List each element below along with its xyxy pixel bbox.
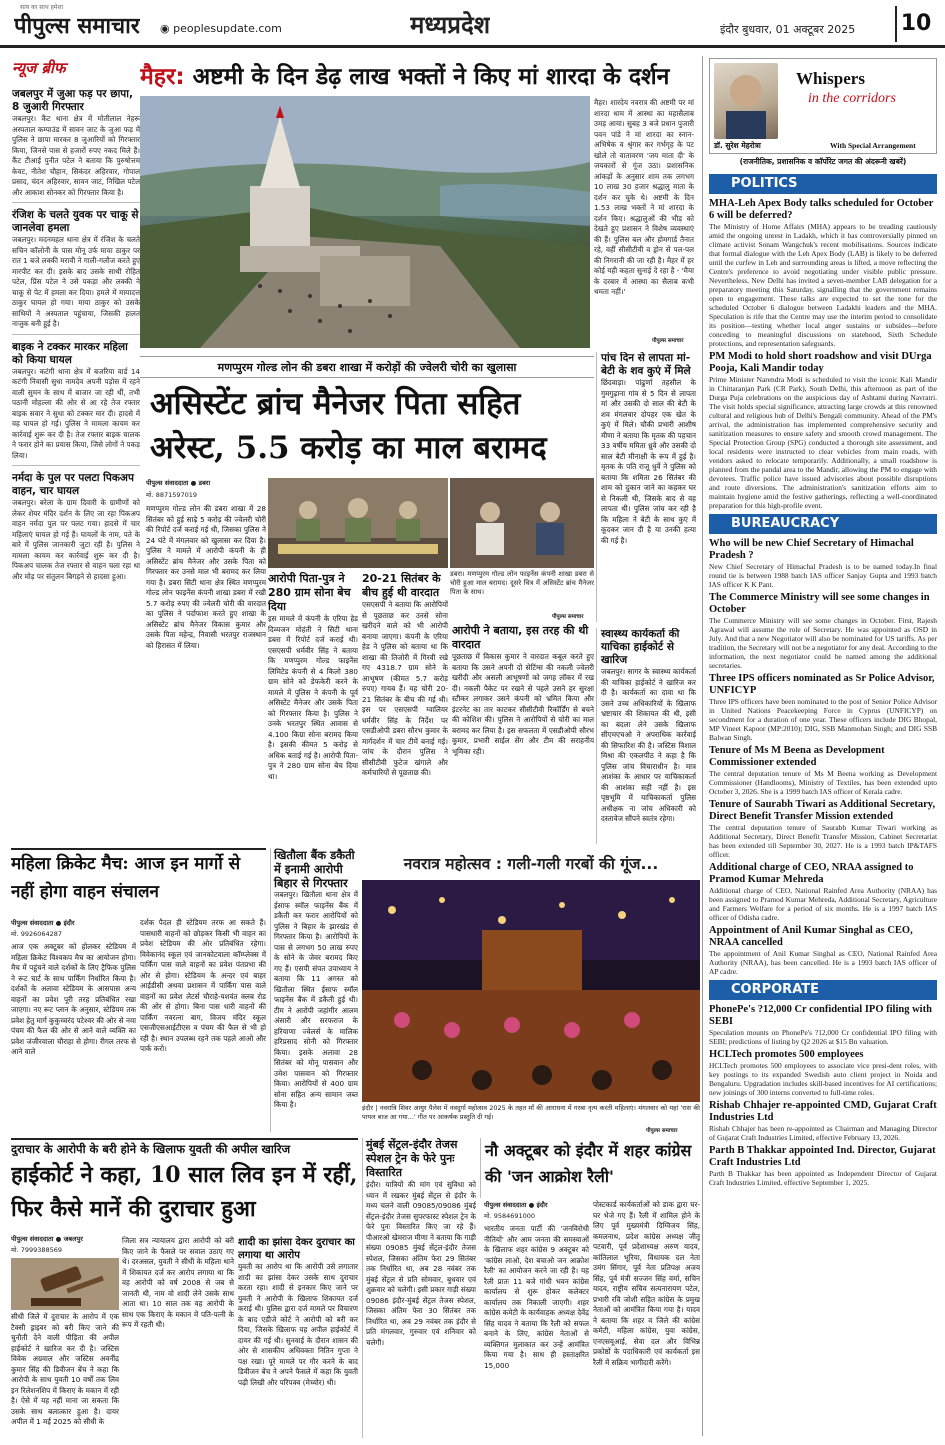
cricket-byline: पीपुल्स संवाददाता ● इंदौर (11, 919, 75, 927)
health-worker-headline: स्वास्थ्य कार्यकर्ता की याचिका हाईकोर्ट से खारिज (601, 628, 680, 666)
brief-item (12, 88, 140, 198)
reporter-mobile: मो. 9926064287 (11, 930, 63, 938)
bureaucracy-text-4: The central deputation tenure of Ms M Beena working as Development Commissioner (Handlooms), Ministry of Textiles, has been extended upto October 3, 2026. She is a 1999 batch IAS officer of Kerala cadre. (709, 769, 937, 796)
gold-loan-col1: मणप्पुरम गोल्ड लोन की डबरा शाखा में 28 सितंबर को हुई साढ़े 5 करोड़ की ज्वेलरी चोरी की रिपोर्ट दर्ज कराई गई थी, जिसका पुलिस ने 24 घंटे में मंगलवार को खुलासा कर दिया है। पुलिस ने मामले में आरोपी कंपनी के ही असिस्टेंट ब्रांच मैनेजर और उसके पिता को गिरफ्तार कर उनसे माल भी बरामद कर लिया गया है। डबरा सिटी थाना क्षेत्र स्थित मणप्पुरम गोल्ड लोन फाइनेंस कंपनी शाखा डबरा में रखी 5.7 करोड़ रुपए की ज्वेलरी चोरी की वारदात का पुलिस ने पर्दाफाश करते हुए शाखा के असिस्टेंट ब्रांच मैनेजर विकास कुमार और उसके पिता महेन्द्र, निवासी भरतपुर राजस्थान को हिरासत में लिया। (146, 504, 266, 650)
masthead (0, 0, 945, 48)
author-photo (714, 63, 778, 139)
bureaucracy-headline-6: Additional charge of CEO, NRAA assigned to Pramod Kumar Mehreda (709, 862, 914, 885)
brief-headline: रंजिश के चलते युवक पर चाकू से जानलेवा हमला (12, 209, 139, 234)
bureaucracy-text-3: Three IPS officers have been nominated to the post of Senior Police Advisor in United Nations Peacekeeping Force in Cyprus (UNFICYP) on secondment for a duration of one year. These officers include DIG Bhopal, MP Vineet Kapoor (MP:2010); DIG, SSB Manmohan Singh; and DIG SSB Balwan Singh. (709, 697, 937, 742)
politics-text-2: Prime Minister Narendra Modi is scheduled to visit the iconic Kali Mandir in Chittaranjan Park (CR Park), South Delhi, this afternoon as part of the Durga Puja celebrations on the auspicious day of Ashtami during Navratri. The visit holds special significance, attracting large crowds at this renowned cultural and religious hub of Delhi's Bengali community. Ahead of the PM's arrival, the administration has implemented comprehensive security and sanitization measures to ensure safety and smooth crowd management. The Special Protection Group (SPG) conducted a thorough site assessment, and local residents were instructed to clear vehicles from main roads, with vendors asked to relocate temporarily. Additionally, a small roadshow is planned from the pandal area to the Mandir, allowing the PM to engage with devotees. Traffic police have issued advisories about possible disruptions and route diversions. The administration's sanitization efforts aim to maintain hygiene amid the festive gatherings, reflecting a well-coordinated preparation for this high-profile event. (709, 375, 937, 510)
gold-loan-col3-head: 20-21 सितंबर के बीच हुई थी वारदात (362, 572, 441, 599)
gold-loan-byline: पीपुल्स संवाददाता ● डबरा (146, 479, 211, 487)
corporate-headline-3: Rishab Chhajer re-appointed CMD, Gujarat Craft Industries Ltd (709, 1100, 937, 1123)
divider (12, 334, 140, 335)
cricket-col1: आज एक अक्टूबर को होलकर स्टेडियम में महिला क्रिकेट विश्वकप मैच का आयोजन होगा। मैच में पहुंचने वाले दर्शकों के लिए ट्रैफिक पुलिस ने रूट चार्ट के साथ पार्किंग निर्धारित किया है। दर्शकों के अलावा स्टेडियम के आसपास अन्य वाहनों का प्रवेश पूरी तरह प्रतिबंधित रखा जाएगा। नए रूट प्लान के अनुसार, स्टेडियम तक प्रवेश हेतु मार्ग कुकुच्चरंद पटेश्वर की ओर से नया पंचम की फैल की ओर से आने वाले व्यक्ति का प्रवेश जंजीरवाला चौराहा से होगा। रीगल तरफ से आने वाले (11, 942, 136, 1056)
brief-item (12, 472, 140, 582)
corporate-text-1: Speculation mounts on PhonePe's ?12,000 Cr confidential IPO filing with SEBI; predictions of listing by Q2 2026 at $15 Bn valuation. (709, 1028, 937, 1046)
cricket-col2: दर्शक पैदल ही स्टेडियम तरफ आ सकते हैं। पासधारी वाहनों को छोड़कर किसी भी वाहन का प्रवेश स्टेडियम की ओर प्रतिबंधित रहेगा। विवेकानंद स्कूल एवं जानकोटवाला कॉम्प्लेक्स में पार्किंग पास वाले वाहनों का प्रवेश पंतप्रभा की ओर से होगा। स्टेडियम के अन्दर एवं बाहर आईडीसी अथवा प्रशासन में पार्किंग पास वाले वाहनों का प्रवेश लेटर्स चौराहे-यशवंत क्लब रोड की ओर से होगा। बिना पास धारी वाहनों की पार्किंग नवरत्ना बाग, विजय मंदिर स्कूल एसजीएसआईटीएस व पंचम की फैल से भी हो रही है। स्थान उपलब्ध रहने तक पहले आओ और पार्क करो। (140, 918, 266, 1053)
brief-text: जबलपुर। बरेला के ग्राम दिवारी के ग्रामीणों को लेकर शेयर मंदिर दर्शन के लिए जा रहा पिकअप वाहन नर्मदा पुल पर पलट गया। हादसे में चार महिलाएं घायल हो गई हैं। घायलों के नाम, पते के बारे में पुलिस जानकारी जुटा रही है। पुलिस ने मामला कायम कर कार्रवाई शुरू कर दी है। पिकअप चालक तेज रफ्तार से वाहन चला रहा था और मोड़ पर संतुलन बिगड़ने से हादसा हुआ। (12, 498, 140, 581)
train-text: इंदौर। यात्रियों की मांग एवं सुविधा को ध्यान में रखकर मुंबई सेंट्रल से इंदौर के मध्य चलने वाली 09085/09086 मुंबई सेंट्रल-इंदौर तेजस सुपरफास्ट स्पेशल ट्रेन के फेरे पुनः विस्तारित किए जा रहे हैं। पीआरओ खेमराज मीणा ने बताया कि गाड़ी संख्या 09085 मुंबई सेंट्रल-इंदौर तेजस स्पेशल, जिसका अंतिम फेरा 29 सितंबर तक निर्धारित था, अब 28 नवंबर तक मुंबई सेंट्रल से प्रति सोमवार, बुधवार एवं शुक्रवार को चलेगी। इसी प्रकार गाड़ी संख्या 09086 इंदौर-मुंबई सेंट्रल तेजस स्पेशल, जिसका अंतिम फेरा 30 सितंबर तक निर्धारित था, अब 29 नवंबर तक इंदौर से प्रति मंगलवार, गुरुवार एवं शनिवार को चलेगी। (366, 1180, 476, 1347)
bank-robbery-headline: खितौला बैंक डकैती में इनामी आरोपी बिहार से गिरफ्तार (274, 848, 355, 890)
whispers-title: Whispers (796, 69, 865, 88)
brief-text: जबलपुर। मदनमहल थाना क्षेत्र में रंजिश के चलते सचिन कॉलोनी के पास मोनू उर्फ माया ठाकुर पर रात 1 बजे लक्की मरावी ने गाली-गलौज करते हुए मारपीट कर दी। इसके बाद उसके साथी रोहित पटेल, प्रिंस पटेल ने उसे पकड़ा और लक्की ने चाकू से पेट में हमला कर दिया। हमले में मायादत्त ठाकुर घायल हो गया। माया ठाकुर को उसके साथियों ने अस्पताल पहुंचाया, जिसकी हालत नाजुक बनी हुई है। (12, 235, 140, 328)
corporate-headline-2: HCLTech promotes 500 employees (709, 1049, 864, 1060)
gold-loan-headline: असिस्टेंट ब्रांच मैनेजर पिता सहित अरेस्ट, 5.5 करोड़ का माल बरामद (150, 386, 547, 466)
maihar-headline: मैहर: अष्टमी के दिन डेढ़ लाख भक्तों ने किए मां शारदा के दर्शन (140, 64, 670, 90)
politics-band: POLITICS (709, 174, 937, 194)
high-court-col3-text: युवती का आरोप था कि आरोपी उसे लगातार शादी का झांसा देकर उसके साथ दुराचार करता रहा। शादी से इनकार किए जाने पर युवती ने आरोपी के खिलाफ शिकायत दर्ज कराई थी। पुलिस द्वारा दर्ज मामले पर विचारण के बाद एडीजे कोर्ट ने आरोपी को बरी कर दिया, जिसके खिलाफ यह अपील हाईकोर्ट में दायर की गई थी। सुनवाई के दौरान शासन की ओर से शासकीय अधिवक्ता नितिन गुप्ता ने पक्ष रखा। पूरे मामले पर गौर करने के बाद डिवीजन बेंच ने अपने फैसले में कहा कि युवती पढ़ी लिखी और परिपक्व (मेच्योर) थी। (238, 1262, 358, 1387)
high-court-col1: सीधी जिले में दुराचार के आरोप में एक टैक्सी ड्राइवर को बरी किए जाने की चुनौती देने वाली पीड़िता की अपील हाईकोर्ट ने खारिज कर दी है। जस्टिस विवेक अग्रवाल और जस्टिस अवनींद्र कुमार सिंह की डिवीजन बेंच ने कहा कि आरोपी के साथ युवती 10 वर्षों तक लिव इन रिलेशनशिप में किराए के मकान में रही है। ऐसे में यह नहीं माना जा सकता कि उसके साथ बलात्कार हुआ है। दायर अपील में 1 मई 2025 को सीधी के (11, 1312, 119, 1426)
high-court-strap: दुराचार के आरोपी के बरी होने के खिलाफ युवती की अपील खारिज (11, 1138, 358, 1156)
gold-loan-col4-head: आरोपी ने बताया, इस तरह की थी वारदात (452, 624, 589, 651)
bureaucracy-headline-3: Three IPS officers nominated as Sr Police Advisor, UNFICYP (709, 673, 935, 696)
bureaucracy-headline-4: Tenure of Ms M Beena as Development Commissioner extended (709, 745, 885, 768)
high-court-col3 (238, 1236, 358, 1438)
photo-credit: पीपुल्स समाचार (552, 614, 584, 620)
reporter-mobile: मो. 7999388569 (11, 1246, 63, 1254)
high-court-headline: हाईकोर्ट ने कहा, 10 साल लिव इन में रहीं, फिर कैसे मानें की दुराचार हुआ (11, 1162, 358, 1222)
bank-robbery-story (270, 848, 358, 1132)
health-worker-text: जबलपुर। सागर के स्वास्थ्य कार्यकर्ता की याचिका हाईकोर्ट ने खारिज कर दी है। कार्यकर्ता का दावा था कि उसने उच्च अधिकारियों के खिलाफ भ्रष्टाचार की शिकायत की थी, इसी का बदला लेने उसके खिलाफ सीएमएचओ ने अपराधिक कार्रवाई की सिफारिश की है। जस्टिस विशाल मिश्रा की एकलपीठ ने कहा है कि पुलिस जांच विचाराधीन है। मात्र आशंका के आधार पर याचिकाकर्ता की आशंका सही नहीं है। इस पृष्ठभूमि में याचिकाकर्ता पुलिस अधीक्षक ना जांच अधिकारी को दस्तावेज सौंपने स्वतंत्र रहेगा। (601, 667, 696, 823)
bureaucracy-text-5: The central deputation tenure of Saurabh Kumar Tiwari working as Additional Secretary, Direct Benefit Transfer Mission, Cabinet Secretariat has been extended till September 30, 2027. He is a 1993 batch IP&TAFS officer. (709, 823, 937, 859)
train-story (362, 1138, 476, 1438)
newspaper-logo: पीपुल्स समाचार (14, 13, 140, 39)
gold-loan-col2-head: आरोपी पिता-पुत्र ने 280 ग्राम सोना बेच दिया (268, 572, 351, 613)
website-url[interactable]: ◉ peoplesupdate.com (160, 22, 282, 35)
bureaucracy-text-2: The Commerce Ministry will see some changes in October. First, Rajesh Agrawal will assume the role of Secretary. He was appointed as OSD in July. And that a new Negotiator will also be nominated for US tariffs. As per tradition, the Secretary will not be a negotiator for any deal. According to the information, the next negotiator could be named among the additional secretaries. (709, 616, 937, 670)
photo-credit: पीपुल्स समाचार (652, 338, 684, 344)
brief-headline: नर्मदा के पुल पर पलटा पिकअप वाहन, चार घायल (12, 472, 134, 497)
gold-loan-photo-caption: डबरा। मणप्पुरम गोल्ड लोन फाइनेंस कंपनी शाखा डबरा से चोरी हुआ माल बरामद। दूसरे चित्र में असिस्टेंट ब्रांच मैनेजर पिता के साथ। (450, 570, 594, 596)
congress-col2: पोस्टकार्ड कार्यकर्ताओं को डाक द्वारा घर-घर भेजे गए हैं। रैली में शामिल होने के लिए पूर्व मुख्यमंत्री दिग्विजय सिंह, कमलनाथ, प्रदेश कांग्रेस अध्यक्ष जीतू पटवारी, पूर्व प्रदेशाध्यक्ष अरुण यादव, कांतिलाल भूरिया, विधायक दल नेता उमंग सिंगार, पूर्व नेता प्रतिपक्ष अजय सिंह, पूर्व मंत्री सज्जन सिंह वर्मा, सचिन यादव, राष्ट्रीय सचिव सत्यनारायण पटेल, प्रभारी रवि जोशी सहित कांग्रेस के प्रमुख नेताओं को आमंत्रित किया गया है। यादव ने बताया कि शहर व जिले की कांग्रेस कमेटी, महिला कांग्रेस, युवा कांग्रेस, एनएसयूआई, सेवा दल और विभिन्न प्रकोष्ठों के पदाधिकारी एवं कार्यकर्ता इस रैली में सक्रिय भागीदारी करेंगे। (593, 1200, 700, 1367)
accused-illustration (450, 478, 594, 568)
gold-loan-col2-text: इस मामले में कंपनी के एरिया हेड दिव्यजन मोहंती ने सिटी थाना डबरा में रिपोर्ट दर्ज कराई थी। एसएसपी धर्मवीर सिंह ने बताया कि मणप्पुरम गोल्ड फाइनेंस लिमिटेड कंपनी से 4 किलो 380 ग्राम सोने को डेफकेरी करने के मामले में पुलिस ने कंपनी के पूर्व असिस्टेंट मैनेजर और उसके पिता को गिरफ्तार किया है। पुलिस ने उनके भरतपुर स्थित आवास से 4.100 किग्रा सोना बरामद किया है। इसकी कीमत 5 करोड़ से अधिक बताई गई है। आरोपी पिता-पुत्र ने 280 ग्राम सोना बेच दिया था। (268, 614, 358, 781)
missing-story-text: छिंदवाड़ा। पांढुर्णा तहसील के गुमगुढ़ाना गांव से 5 दिन से लापता मां और उसकी दो साल की बेटी के शव मंगलवार दोपहर एक खेत के कुएं में मिले। चौकी प्रभारी आशीष मीणा ने बताया कि मृतक की पहचान 33 वर्षीय ममिता ध्रुवे और उसकी दो साल बेटी मीनाक्षी के रूप में हुई है। मृतक के पति राजू धुर्वे ने पुलिस को बताया कि शमिता 26 सितंबर की शाम को दुकान जाने का कहकर घर से निकली थी, जिसके बाद से वह लापता थी। पुलिस जांच कर रही है कि महिला ने बेटी के साथ कुएं में कूदकर जान दी है या उनकी हत्या की गई है। (601, 378, 696, 545)
logo-tagline: सत्य का साथ हमेशा (20, 4, 64, 11)
gavel-photo (11, 1258, 119, 1310)
bureaucracy-band: BUREAUCRACY (709, 514, 937, 534)
brief-headline: बाइक ने टक्कर मारकर महिला को किया घायल (12, 340, 128, 366)
reporter-mobile: मो. 9584691000 (484, 1212, 536, 1220)
brief-item (12, 341, 140, 462)
politics-headline-1: MHA-Leh Apex Body talks scheduled for October 6 will be deferred? (709, 198, 934, 221)
health-worker-story (596, 628, 696, 844)
maihar-temple-photo (140, 96, 590, 348)
gold-loan-strap: मणप्पुरम गोल्ड लोन की डबरा शाखा में करोड़ों की ज्वेलरी चोरी का खुलासा (140, 356, 594, 378)
congress-col1: भारतीय जनता पार्टी की 'जनविरोधी नीतियों' और आम जनता की समस्याओं के खिलाफ शहर कांग्रेस 9 अक्टूबर को 'कांग्रेस लाओ, देश बचाओ जन आक्रोश रैली' का आयोजन करने जा रही है। यह रैली प्रातः 11 बजे गांधी भवन कांग्रेस कार्यालय से शुरू होकर कलेक्टर कार्यालय तक निकाली जाएगी। शहर कांग्रेस कमेटी के कार्यवाहक अध्यक्ष देवेंद्र सिंह यादव ने बताया कि रैली को सफल बनाने के लिए, कांग्रेस नेताओं से व्यक्तिगत मुलाकात कर उन्हें आमंत्रित किया गया है। साथ ही हस्ताक्षरित 15,000 (484, 1224, 589, 1370)
bureaucracy-headline-2: The Commerce Ministry will see some changes in October (709, 592, 930, 615)
corporate-headline-1: PhonePe's ?12,000 Cr confidential IPO filing with SEBI (709, 1004, 932, 1027)
news-brief-column (12, 56, 140, 940)
news-brief-title: न्यूज ब्रीफ (12, 59, 66, 77)
gold-loan-col4-text: पूछताछ में विकास कुमार ने वारदात कबूल करते हुए बताया कि उसने अपनी दो सेटिंग्स की नकली ज्वेलरी खरीदी और असली आभूषणों को जगह लॉकर में रख दी। नकली पैकेट पर रखने से पहले उसने हर सुरक्षा स्टीकर लगाकर उसने कंपनी को भ्रमित किया और इंटरनेट का तार काटकर सीसीटीवी रिकॉर्डिंग से बचने की कोशिश की। पुलिस ने आरोपियों से चोरी का माल बरामद कर लिया है। इस सफलता में एसडीओपी सौरभ कुमार, प्रभारी साईल सेंग और टीम की सराहनीय भूमिका रही। (452, 652, 594, 756)
whispers-header (709, 58, 937, 154)
gavel-icon (11, 1258, 119, 1310)
garba-photo (362, 880, 700, 1102)
temple-illustration (140, 96, 590, 348)
congress-headline: नौ अक्टूबर को इंदौर में शहर कांग्रेस की 'जन आक्रोश रैली' (480, 1138, 700, 1198)
section-title: मध्यप्रदेश (410, 10, 491, 39)
divider (12, 465, 140, 466)
author-portrait-icon (714, 63, 778, 139)
congress-byline: पीपुल्स संवाददाता ● इंदौर (484, 1201, 548, 1209)
corporate-text-2: HCLTech promotes 500 employees to associate vice presi-dent roles, with key postings to its expanded Swedish auto client project in Noida and Bengaluru. Upgradation includes skill-based incentives for AI certifications; new joinings of 300 interns converted to full-time roles. (709, 1061, 937, 1097)
corporate-text-4: Parth B Thakkar has been appointed as Independent Director of Gujarat Craft Industries Limited, effective September 1, 2025. (709, 1169, 937, 1187)
brief-text: जबलपुर। कैंट थाना क्षेत्र में मोतीलाल नेहरू अस्पताल कम्पाउंड में सावन जाट के जुआ फड़ में पुलिस ने छापा मारकर 8 जुआरियों को गिरफ्तार किया, जिनसे पास से हजारों रुपए नकद मिले हैं। कैंट टीआई पुनीत पटेल ने बताया कि पुरुषोत्तम केवट, नीतेश चौहान, सिकंदर अहिरवार, गोपाल प्रसाद, चंदन अहिरवार, सावन जाट, निखिल पटेल और आकाश सोनकर को गिरफ्तार किया है। (12, 114, 140, 197)
corporate-headline-4: Parth B Thakkar appointed Ind. Director, Gujarat Craft Industries Ltd (709, 1145, 936, 1168)
navratri-caption: इंदौर | नवरात्रि शिवर आयुर पैलेस में नवदुर्गा महोत्सव 2025 के तहत माँ की आराधना में गरबा नृत्य करती महिलाएं। मंगलवार को यहां 'रास की पायल बाज आ गया...' गीत पर आकर्षक प्रस्तुति दी गई। (362, 1104, 700, 1121)
gold-loan-col3 (362, 572, 448, 844)
brief-item (12, 209, 140, 330)
bureaucracy-headline-1: Who will be new Chief Secretary of Himachal Pradesh ? (709, 538, 914, 561)
politics-text-1: The Ministry of Home Affairs (MHA) appears to be treading cautiously amid the ongoing unrest in Ladakh, which it has controversially pinned on climate activist Sonam Wangchuk's recent mobilisations. Sources indicate that formal dialogue with the Leh Apex Body (LAB) is likely to be deferred until the curfew in Leh and surrounding areas is lifted, a move reflecting the Centre's preference to avoid negotiating under visible public pressure. Nevertheless, New Delhi has invited a seven-member LAB delegation for a preparatory meeting this Saturday, signalling that the government remains open to engagement. These talks are expected to set the tone for the scheduled October 6 dialogue between Ladakhi leaders and the MHA. Speculation is rife that the Centre may use the interim period to consolidate its position—testing whether local anger sustains or subsides—before conceding to meaningful discussions on statehood, Sixth Schedule protections, and representation safeguards. (709, 222, 937, 348)
photo-credit: पीपुल्स समाचार (646, 1128, 678, 1134)
whispers-column (702, 56, 937, 1436)
gold-loan-col2 (268, 572, 358, 844)
reporter-mobile: मो. 8871597019 (146, 491, 198, 499)
divider (12, 202, 140, 203)
bureaucracy-headline-7: Appointment of Anil Kumar Singhal as CEO, NRAA cancelled (709, 925, 913, 948)
corporate-text-3: Rishab Chhajer has been re-appointed as Chairman and Managing Director of Gujarat Craft Industries Limited, effective February 13, 2026. (709, 1124, 937, 1142)
whispers-subtitle: in the corridors (808, 91, 896, 106)
press-conference-illustration (268, 478, 448, 568)
bureaucracy-text-7: The appointment of Anil Kumar Singhal as CEO, National Rainfed Area Authority (NRAA), has been cancelled. He is a 1993 batch IAS officer of AP cadre. (709, 949, 937, 976)
police-press-photo (268, 478, 448, 568)
globe-icon: ◉ (160, 22, 174, 35)
author-name: डॉ. सुरेश मेहरोत्रा (714, 141, 761, 150)
train-headline: मुंबई सेंट्रल-इंदौर तेजस स्पेशल ट्रेन के फेरे पुनः विस्तारित (366, 1138, 458, 1179)
high-court-byline: पीपुल्स संवाददाता ● जबलपुर (11, 1235, 83, 1243)
high-court-col3-head: शादी का झांसा देकर दुराचार का लगाया था आरोप (238, 1237, 355, 1261)
bank-robbery-text: जबलपुर। खितौला थाना क्षेत्र में ईसाफ स्मॉल फाइनेंस बैंक में डकैती कर फरार आरोपियों को पुलिस ने बिहार के झारखंड से गिरफ्तार किया है। आरोपियों के पास से लगभग 50 लाख रुपए के सोने के जेवर बरामद किए गए हैं। एसपी संपत उपाध्याय ने बताया कि 11 अगस्त को खितौला स्थित ईसाफ स्मॉल फाइनेंस बैंक में डकैती हुई थी। टीम ने आरोपी जहांगीर आलम अंसारी और सरफराज के हरियाणा ज्वेलर्स के मालिक हरिप्रसाद सोनी को गिरफ्तार किया। इसके अलावा 28 सितंबर को मोनू पासवान और उमेश पासवान को गिरफ्तार किया। आरोपियों से 400 ग्राम सोना सहित अन्य सामान जब्त किया है। (274, 890, 358, 1109)
brief-text: जबलपुर। कटंगी थाना क्षेत्र में बजरिया वार्ड 14 कटंगी निवासी सुधा नामदेव अपनी पड़ोस में रहने वाली सुमन के साथ में बाजार जा रही थीं, तभी पठानी मोहल्ला की ओर से आ रहे तेज रफ्तार बाइक सवार ने सुधा को टक्कर मार दी। हादसे में वह घायल हो गई। पुलिस ने मामला कायम कर कार्रवाई शुरू कर दी है। तेज रफ्तार बाइक चालक ने फरार होने का प्रयास किया, जिसे लोगों ने पकड़ लिया। (12, 366, 140, 460)
bureaucracy-text-1: New Chief Secretary of Himachal Pradesh is to be named today.In final round tie is between 1988 batch IAS officer Sanjay Gupta and 1993 batch IAS officer K K Pant. (709, 562, 937, 589)
bureaucracy-text-6: Additional charge of CEO, National Rainfed Area Authority (NRAA) has been assigned to Pramod Kumar Mehreda, Additional Secretary, Agriculture and Farmers Welfare for a period of six months. He is a 1997 batch IAS officer of Odisha cadre. (709, 886, 937, 922)
issue-date: इंदौर बुधवार, 01 अक्टूबर 2025 (720, 23, 856, 36)
high-court-col2: जिला सत्र न्यायालय द्वारा आरोपी को बरी किए जाने के फैसले पर सवाल उठाए गए थे। दरअसल, युवती ने सीधी के महिला थाने में शिकायत दर्ज कर आरोप लगाया था कि वह आरोपी को वर्ष 2008 से जब से जानती थी, नाम वो शादी लेने उसके साथ आता था। 10 साल तक वह आरोपी के साथ एक किराए के मकान में पति-पत्नी के रूप में रहती थी। (122, 1236, 234, 1329)
missing-story (596, 352, 696, 622)
brief-headline: जबलपुर में जुआ फड़ पर छापा, 8 जुआरी गिरफ्तार (12, 88, 133, 113)
whispers-tagline: (राजनीतिक, प्रशासनिक व कॉर्पोरेट जगत की अंदरूनी खबरें) (739, 157, 907, 166)
cricket-headline: महिला क्रिकेट मैच: आज इन मार्गो से नहीं होगा वाहन संचालन (11, 848, 266, 914)
navratri-headline: नवरात्र महोत्सव : गली-गली गरबों की गूंज... (403, 855, 659, 873)
missing-story-headline: पांच दिन से लापता मां-बेटी के शव कुएं में मिले (601, 352, 691, 377)
bureaucracy-headline-5: Tenure of Saurabh Tiwari as Additional Secretary, Direct Benefit Transfer Mission extended (709, 799, 936, 822)
accused-photo (450, 478, 594, 568)
politics-headline-2: PM Modi to hold short roadshow and visit DUrga Pooja, Kali Mandir today (709, 351, 932, 374)
corporate-band: CORPORATE (709, 980, 937, 1000)
page-number: 10 (895, 6, 935, 42)
special-arrangement: With Special Arrangement (830, 141, 916, 150)
garba-illustration (362, 880, 700, 1102)
gold-loan-col4 (452, 624, 594, 844)
maihar-article-text: मैहर। शारदेय नवरात्र की अष्टमी पर मां शारदा धाम में आस्था का महासैलाब उमड़ आया। सुबह 3 बजे प्रधान पुजारी पवन पांडे ने मां शारदा का स्नान-अभिषेक व श्रृंगार कर गर्भगृह के पट खोले तो वातावरण 'जय माता दी' के जयकारों से गूंज उठा। प्रशासनिक आंकड़ों के अनुसार शाम तक लगभग 10 लाख 30 हजार श्रद्धालु माता के दर्शन कर चुके थे। अष्टमी के दिन 1.53 लाख भक्तों ने मां शारदा के दर्शन किए। श्रद्धालुओं की भीड़ को देखते हुए प्रशासन ने विशेष व्यवस्थाएं की हैं। पुलिस बल और होमगार्ड तैनात रहे, वहीं सीसीटीवी व ड्रोन से पल-पल की निगरानी की जा रही है। मैहर में हर कोई यही कहता सुनाई दे रहा है - 'मैया के दरबार में आस्था का सैलाब कभी थमता नहीं।' (594, 98, 694, 296)
gold-loan-col3-text: एसएसपी ने बताया कि आरोपियों से पूछताछ कर उनसे सोना खरीदने वाले को भी आरोपी बनाया जाएगा। कंपनी के एरिया हेड ने पुलिस को बताया था कि शाखा की तिजोरी में गिरवी रखे गए 4318.7 ग्राम सोने के आभूषण (कीमत 5.7 करोड़ रुपए) गायब हैं। यह चोरी 20-21 सितंबर के बीच की गई थी। इस पर एसएसपी ग्वालियर धर्मवीर सिंह के निर्देश पर एसडीओपी डबरा सौरभ कुमार के मार्गदर्शन में चार टीमें बनाई गई। जांच के दौरान पुलिस ने सीसीटीवी फुटेज खंगाले और कर्मचारियों से पूछताछ की। (362, 600, 448, 777)
